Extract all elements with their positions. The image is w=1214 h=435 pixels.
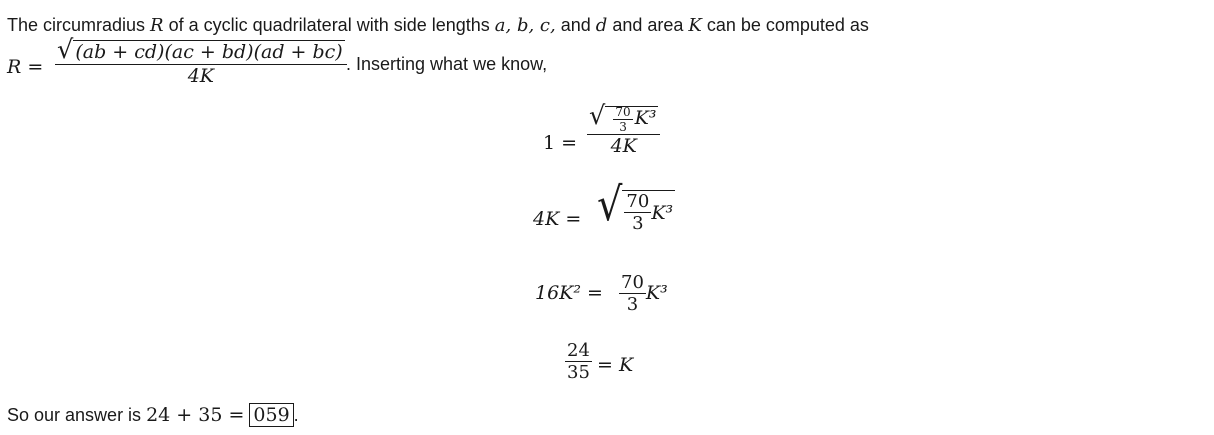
- sqrt-icon: √: [57, 35, 74, 65]
- answer-expression: 24 + 35 =: [146, 404, 245, 426]
- equation-step-1: 1 = √ $\frac{70}{3}$ K³ 4K: [543, 104, 683, 170]
- sqrt-icon: √: [597, 178, 623, 232]
- intro-text: The circumradius R of a cyclic quadrilateral with side lengths a, b, c, and d and area K can be computed as: [7, 15, 869, 36]
- equation-step-3: 16K² = $\frac{70}{3}$ K³: [535, 271, 668, 315]
- formula-trailing-text: . Inserting what we know,: [346, 54, 548, 74]
- var-R: R: [150, 15, 164, 36]
- formula-denominator: 4K: [187, 64, 214, 87]
- formula-fraction: [55, 35, 347, 87]
- sqrt-icon: √: [589, 101, 606, 131]
- equation-step-2: 4K = √ $\frac{70}{3}$ K³: [533, 178, 674, 234]
- equation-step-4: 24 35 = K: [567, 340, 634, 383]
- formula-numerator: (ab + cd)(ac + bd)(ad + bc): [75, 41, 343, 63]
- answer-line: So our answer is 24 + 35 = 059 .: [7, 404, 299, 426]
- boxed-answer: 059: [249, 403, 293, 427]
- side-list: a, b, c,: [494, 15, 556, 36]
